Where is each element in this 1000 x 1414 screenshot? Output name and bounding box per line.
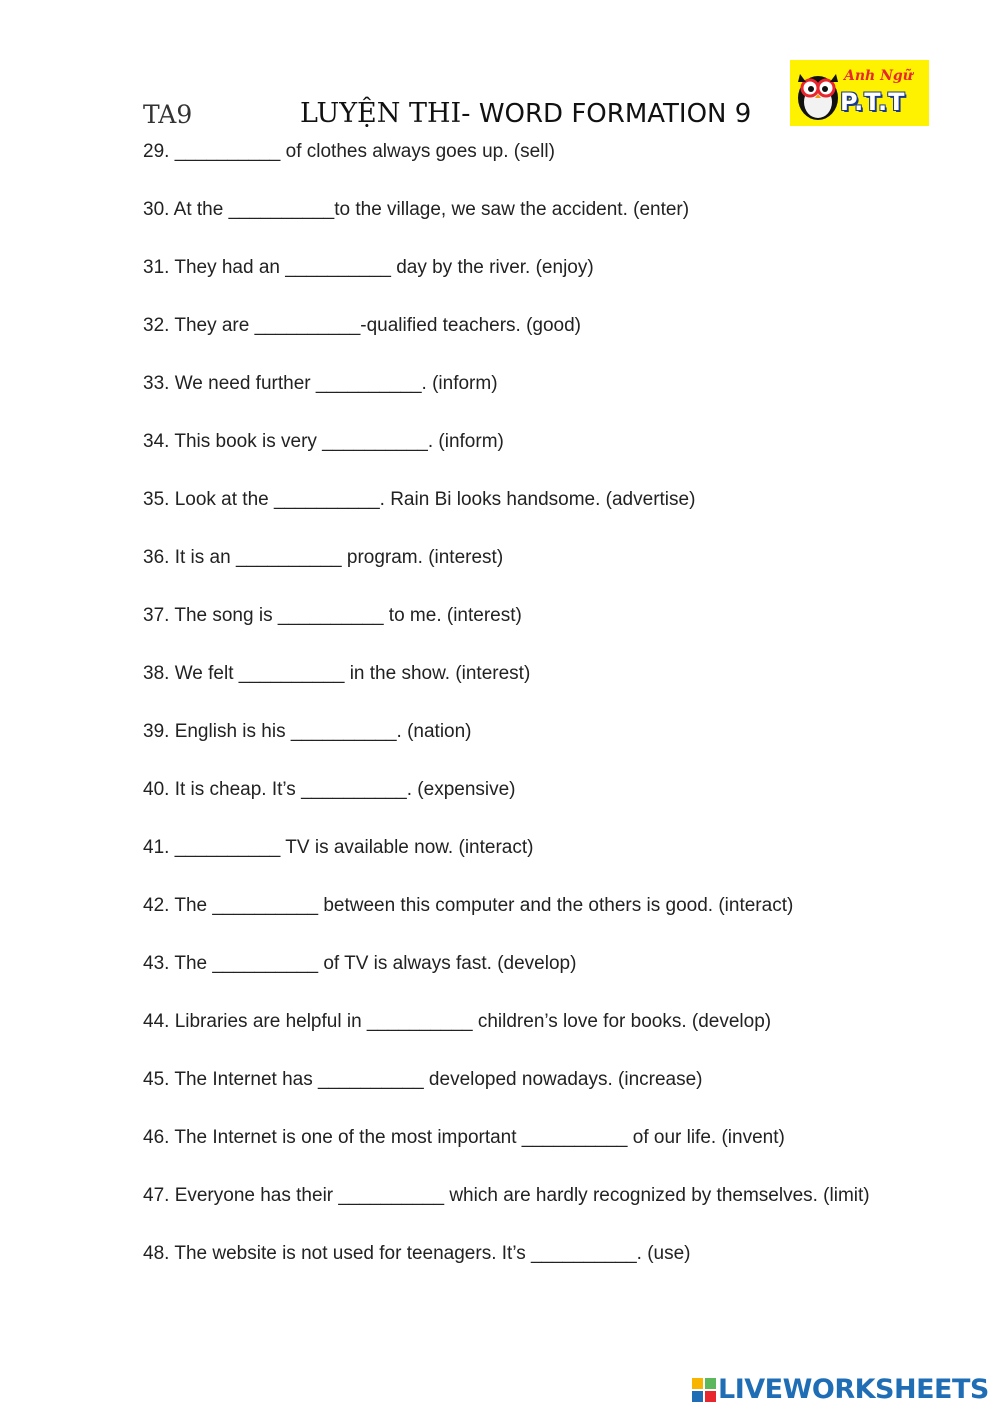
question-37: 37. The song is __________ to me. (interest)	[143, 605, 522, 626]
question-41: 41. __________ TV is available now. (interact)	[143, 837, 534, 858]
question-45: 45. The Internet has __________ developed nowadays. (increase)	[143, 1069, 703, 1090]
owl-icon	[794, 64, 842, 122]
worksheet-title	[300, 98, 751, 129]
question-35: 35. Look at the __________. Rain Bi looks handsome. (advertise)	[143, 489, 696, 510]
class-code: TA9	[143, 100, 193, 129]
ptt-logo	[790, 60, 929, 126]
question-29: 29. __________ of clothes always goes up. (sell)	[143, 141, 555, 162]
question-list	[143, 135, 883, 1295]
question-44: 44. Libraries are helpful in __________ children’s love for books. (develop)	[143, 1011, 772, 1032]
question-36: 36. It is an __________ program. (interest)	[143, 547, 504, 568]
question-38: 38. We felt __________ in the show. (interest)	[143, 663, 531, 684]
logo-top-text: Anh Ngữ	[844, 68, 913, 84]
question-42: 42. The __________ between this computer and the others is good. (interact)	[143, 895, 794, 916]
question-48: 48. The website is not used for teenagers. It’s __________. (use)	[143, 1243, 691, 1264]
liveworksheets-icon	[692, 1378, 716, 1402]
question-32: 32. They are __________-qualified teachers. (good)	[143, 315, 582, 336]
question-31: 31. They had an __________ day by the river. (enjoy)	[143, 257, 594, 278]
question-30: 30. At the __________to the village, we saw the accident. (enter)	[143, 199, 690, 220]
question-40: 40. It is cheap. It’s __________. (expensive)	[143, 779, 516, 800]
liveworksheets-text: LIVEWORKSHEETS	[718, 1374, 989, 1405]
question-43: 43. The __________ of TV is always fast. (develop)	[143, 953, 577, 974]
logo-bottom-text: P.T.T	[840, 88, 906, 116]
title-part-sans: - WORD FORMATION 9	[461, 99, 752, 129]
question-34: 34. This book is very __________. (inform)	[143, 431, 504, 452]
question-33: 33. We need further __________. (inform)	[143, 373, 498, 394]
title-part-serif: LUYỆN THI	[300, 98, 462, 129]
question-47: 47. Everyone has their __________ which are hardly recognized by themselves. (limit)	[143, 1185, 870, 1206]
question-39: 39. English is his __________. (nation)	[143, 721, 472, 742]
question-46: 46. The Internet is one of the most important __________ of our life. (invent)	[143, 1127, 785, 1148]
worksheet-header	[143, 96, 783, 136]
